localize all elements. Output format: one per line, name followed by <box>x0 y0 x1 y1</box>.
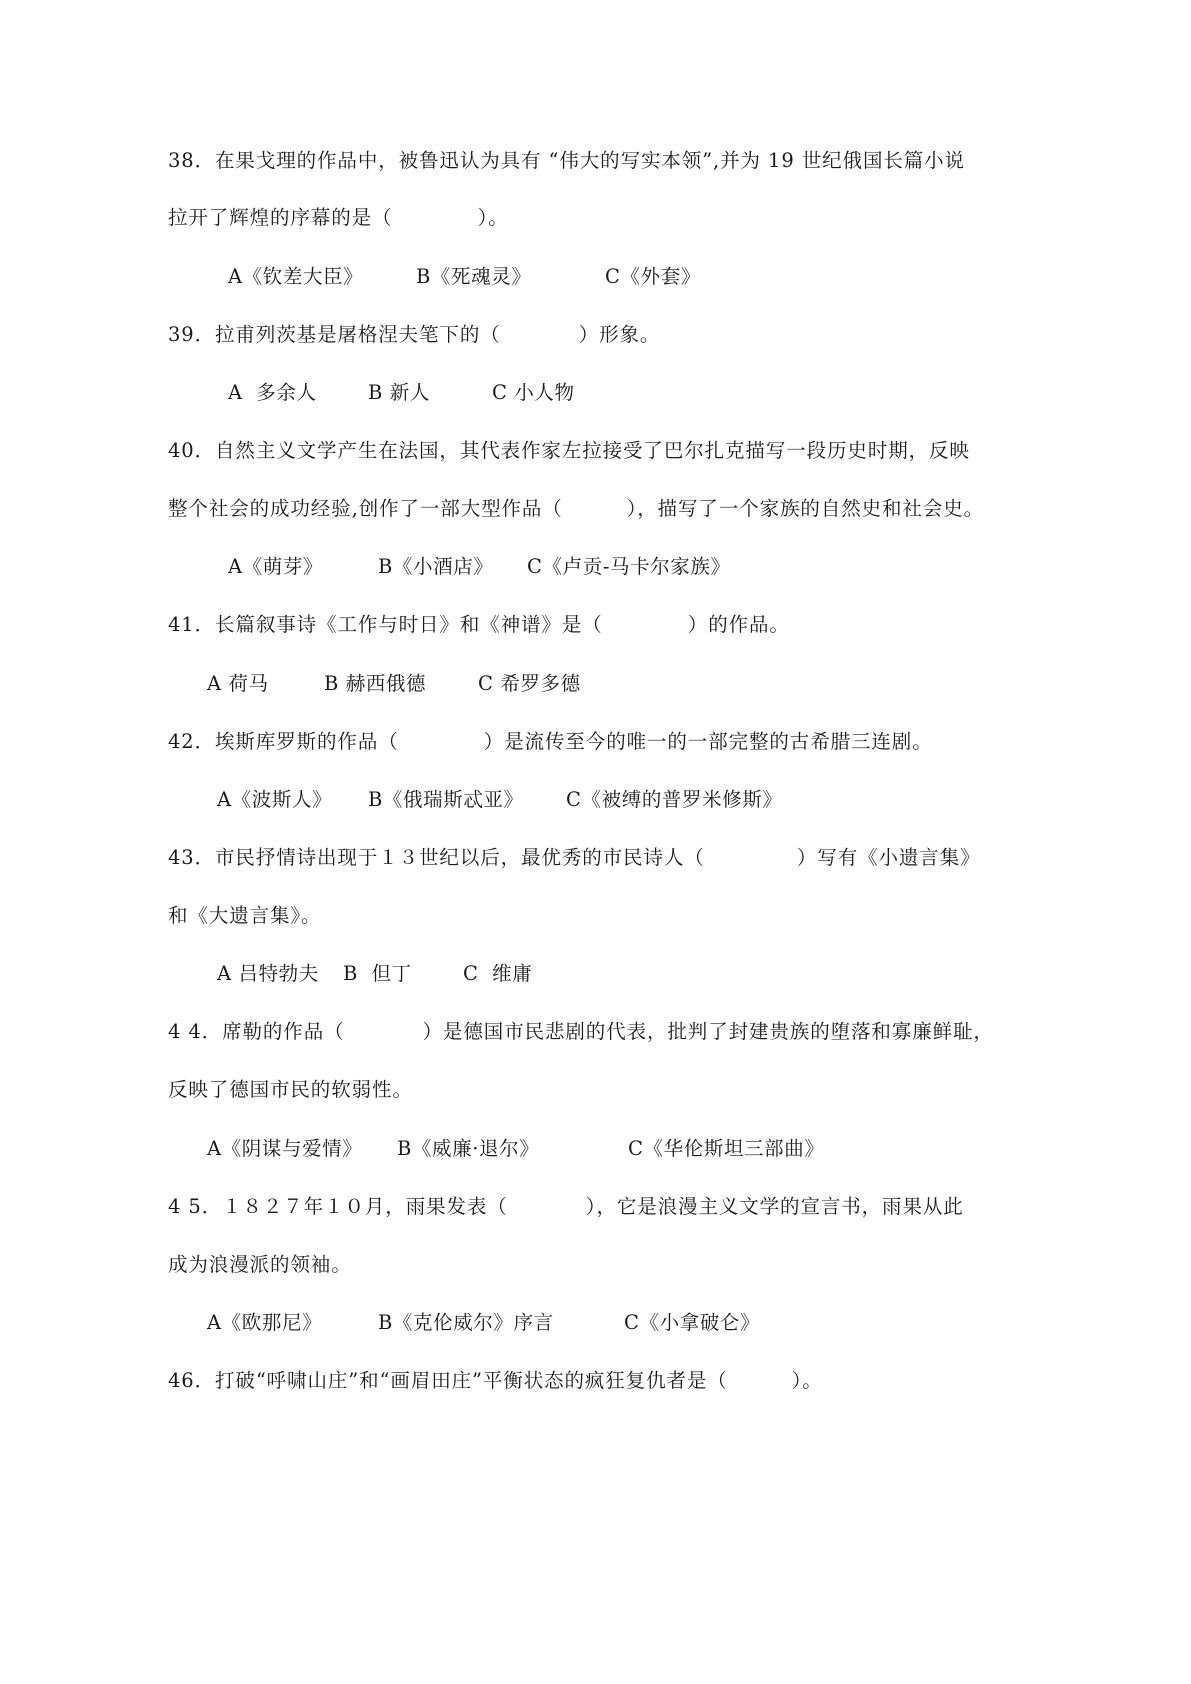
question-43-line-2: 和《大遗言集》。 <box>168 904 322 927</box>
question-40-option-b: B《小酒店》 <box>378 555 494 578</box>
question-45-line-1: 4 5．１８２７年１０月，雨果发表（ ），它是浪漫主义文学的宣言书，雨果从此 <box>168 1195 964 1218</box>
question-39-option-a: A 多余人 <box>228 381 317 404</box>
question-40-option-c: C《卢贡-马卡尔家族》 <box>527 555 731 578</box>
question-45-line-2: 成为浪漫派的领袖。 <box>168 1253 352 1276</box>
question-44-option-a: A《阴谋与爱情》 <box>207 1137 363 1160</box>
question-38-option-c: C《外套》 <box>605 265 701 288</box>
question-42-option-c: C《被缚的普罗米修斯》 <box>566 788 783 811</box>
question-41-option-c: C 希罗多德 <box>478 672 581 695</box>
question-40-line-2: 整个社会的成功经验,创作了一部大型作品（ ），描写了一个家族的自然史和社会史。 <box>168 497 985 520</box>
question-41-option-b: B 赫西俄德 <box>324 672 427 695</box>
question-38-option-b: B《死魂灵》 <box>416 265 532 288</box>
question-41-line-1: 41．长篇叙事诗《工作与时日》和《神谱》是（ ）的作品。 <box>168 613 790 636</box>
question-42-option-b: B《俄瑞斯忒亚》 <box>368 788 524 811</box>
question-38-line-1: 38．在果戈理的作品中，被鲁迅认为具有 “伟大的写实本领”,并为 19 世纪俄国长篇小说 <box>168 149 965 172</box>
question-43-option-c: C 维庸 <box>463 962 533 985</box>
question-43-line-1: 43．市民抒情诗出现于１３世纪以后，最优秀的市民诗人（ ）写有《小遗言集》 <box>168 846 981 869</box>
question-44-option-b: B《威廉·退尔》 <box>397 1137 540 1160</box>
question-39-option-c: C 小人物 <box>492 381 575 404</box>
question-45-option-a: A《欧那尼》 <box>207 1311 323 1334</box>
question-38-option-a: A《钦差大臣》 <box>228 265 364 288</box>
question-41-option-a: A 荷马 <box>207 672 269 695</box>
question-38-line-2: 拉开了辉煌的序幕的是（ ）。 <box>168 206 509 229</box>
question-44-line-2: 反映了德国市民的软弱性。 <box>168 1078 413 1101</box>
question-43-option-b: B 但丁 <box>343 962 412 985</box>
question-45-option-b: B《克伦威尔》序言 <box>378 1311 554 1334</box>
question-39-line-1: 39．拉甫列茨基是屠格涅夫笔下的（ ）形象。 <box>168 323 661 346</box>
question-42-line-1: 42．埃斯库罗斯的作品（ ）是流传至今的唯一的一部完整的古希腊三连剧。 <box>168 730 933 753</box>
question-40-line-1: 40．自然主义文学产生在法国，其代表作家左拉接受了巴尔扎克描写一段历史时期，反映 <box>168 439 970 462</box>
question-44-option-c: C《华伦斯坦三部曲》 <box>628 1137 825 1160</box>
question-46-line-1: 46．打破“呼啸山庄”和“画眉田庄”平衡状态的疯狂复仇者是（ ）。 <box>168 1369 823 1392</box>
question-45-option-c: C《小拿破仑》 <box>624 1311 761 1334</box>
question-40-option-a: A《萌芽》 <box>228 555 324 578</box>
question-42-option-a: A《波斯人》 <box>217 788 333 811</box>
question-43-option-a: A 吕特勃夫 <box>217 962 319 985</box>
question-44-line-1: 4 4．席勒的作品（ ）是德国市民悲剧的代表，批判了封建贵族的堕落和寡廉鲜耻， <box>168 1020 994 1043</box>
question-39-option-b: B 新人 <box>368 381 430 404</box>
